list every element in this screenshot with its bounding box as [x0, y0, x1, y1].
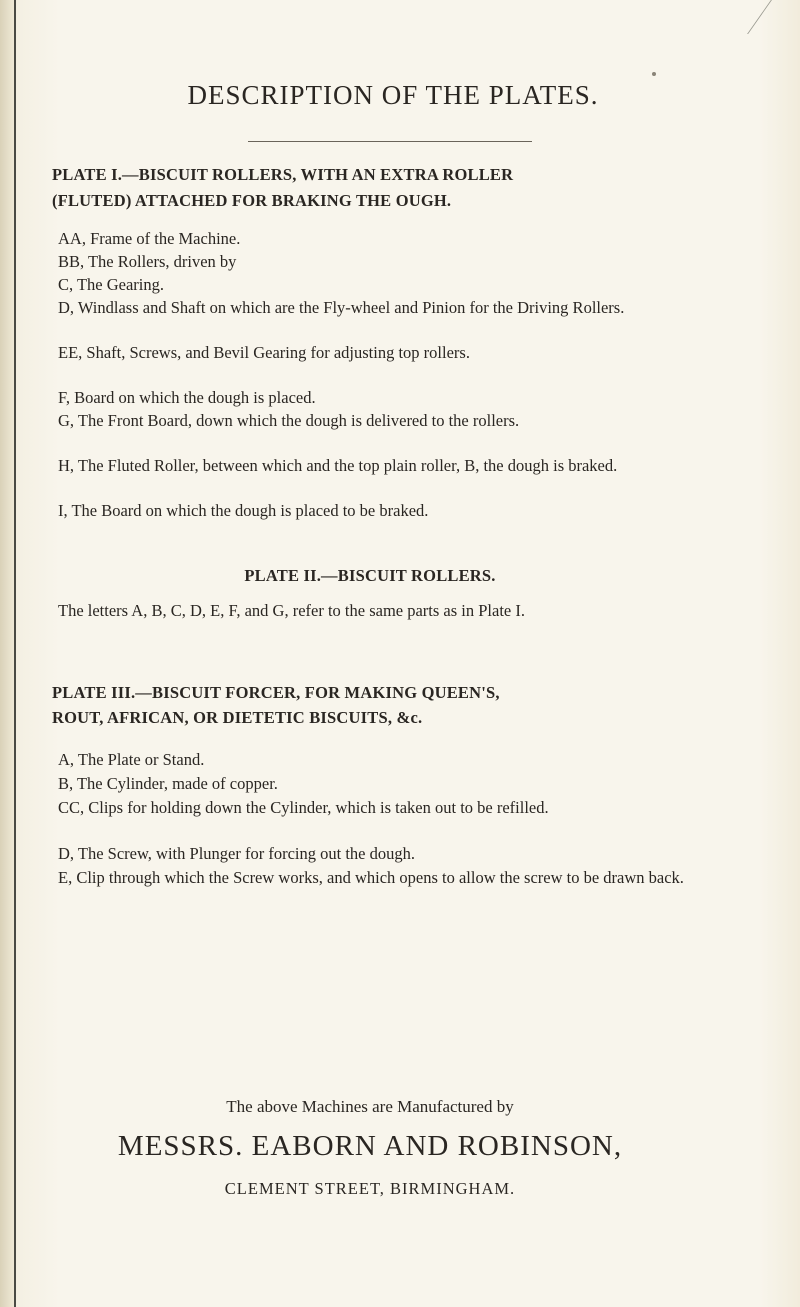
plate1-heading-line1: PLATE I.—BISCUIT ROLLERS, WITH AN EXTRA ROLLER [52, 165, 514, 184]
manufacturer-intro: The above Machines are Manufactured by [226, 1097, 514, 1116]
plate1-entry: I, The Board on which the dough is placed to be braked. [58, 501, 429, 520]
plate3-entry: B, The Cylinder, made of copper. [58, 774, 278, 793]
plate1-heading-line2: (FLUTED) ATTACHED FOR BRAKING THE OUGH. [52, 191, 452, 210]
plate2-note: The letters A, B, C, D, E, F, and G, refer to the same parts as in Plate I. [58, 601, 525, 620]
plate3-entry: CC, Clips for holding down the Cylinder, which is taken out to be refilled. [58, 798, 549, 817]
page-title: DESCRIPTION OF THE PLATES. [187, 80, 599, 110]
plate1-entry: C, The Gearing. [58, 275, 165, 294]
plate3-entry: A, The Plate or Stand. [58, 750, 205, 769]
plate1-entry: EE, Shaft, Screws, and Bevil Gearing for adjusting top rollers. [58, 343, 470, 362]
plate3-heading-line2: ROUT, AFRICAN, OR DIETETIC BISCUITS, &c. [52, 708, 423, 727]
plate3-entry: E, Clip through which the Screw works, and which opens to allow the screw to be drawn back. [58, 868, 684, 887]
plate1-entry: F, Board on which the dough is placed. [58, 388, 316, 407]
plate2-heading: PLATE II.—BISCUIT ROLLERS. [244, 566, 496, 585]
plate1-entry: AA, Frame of the Machine. [58, 229, 241, 248]
manufacturer-address: CLEMENT STREET, BIRMINGHAM. [224, 1179, 516, 1198]
plate1-entry: BB, The Rollers, driven by [58, 252, 237, 271]
plate3-entry: D, The Screw, with Plunger for forcing out the dough. [58, 844, 415, 863]
binding-gutter [0, 0, 16, 1307]
corner-fold-mark [747, 0, 800, 34]
manufacturer-name: MESSRS. EABORN AND ROBINSON, [117, 1130, 623, 1162]
plate1-entry: G, The Front Board, down which the dough is delivered to the rollers. [58, 411, 520, 430]
plate3-heading-line1: PLATE III.—BISCUIT FORCER, FOR MAKING QUEEN'S, [52, 683, 500, 702]
ink-speck [652, 72, 656, 76]
plate1-entry: H, The Fluted Roller, between which and the top plain roller, B, the dough is braked. [58, 456, 618, 475]
title-rule [248, 141, 532, 142]
plate1-entry: D, Windlass and Shaft on which are the Fly-wheel and Pinion for the Driving Rollers. [58, 298, 625, 317]
